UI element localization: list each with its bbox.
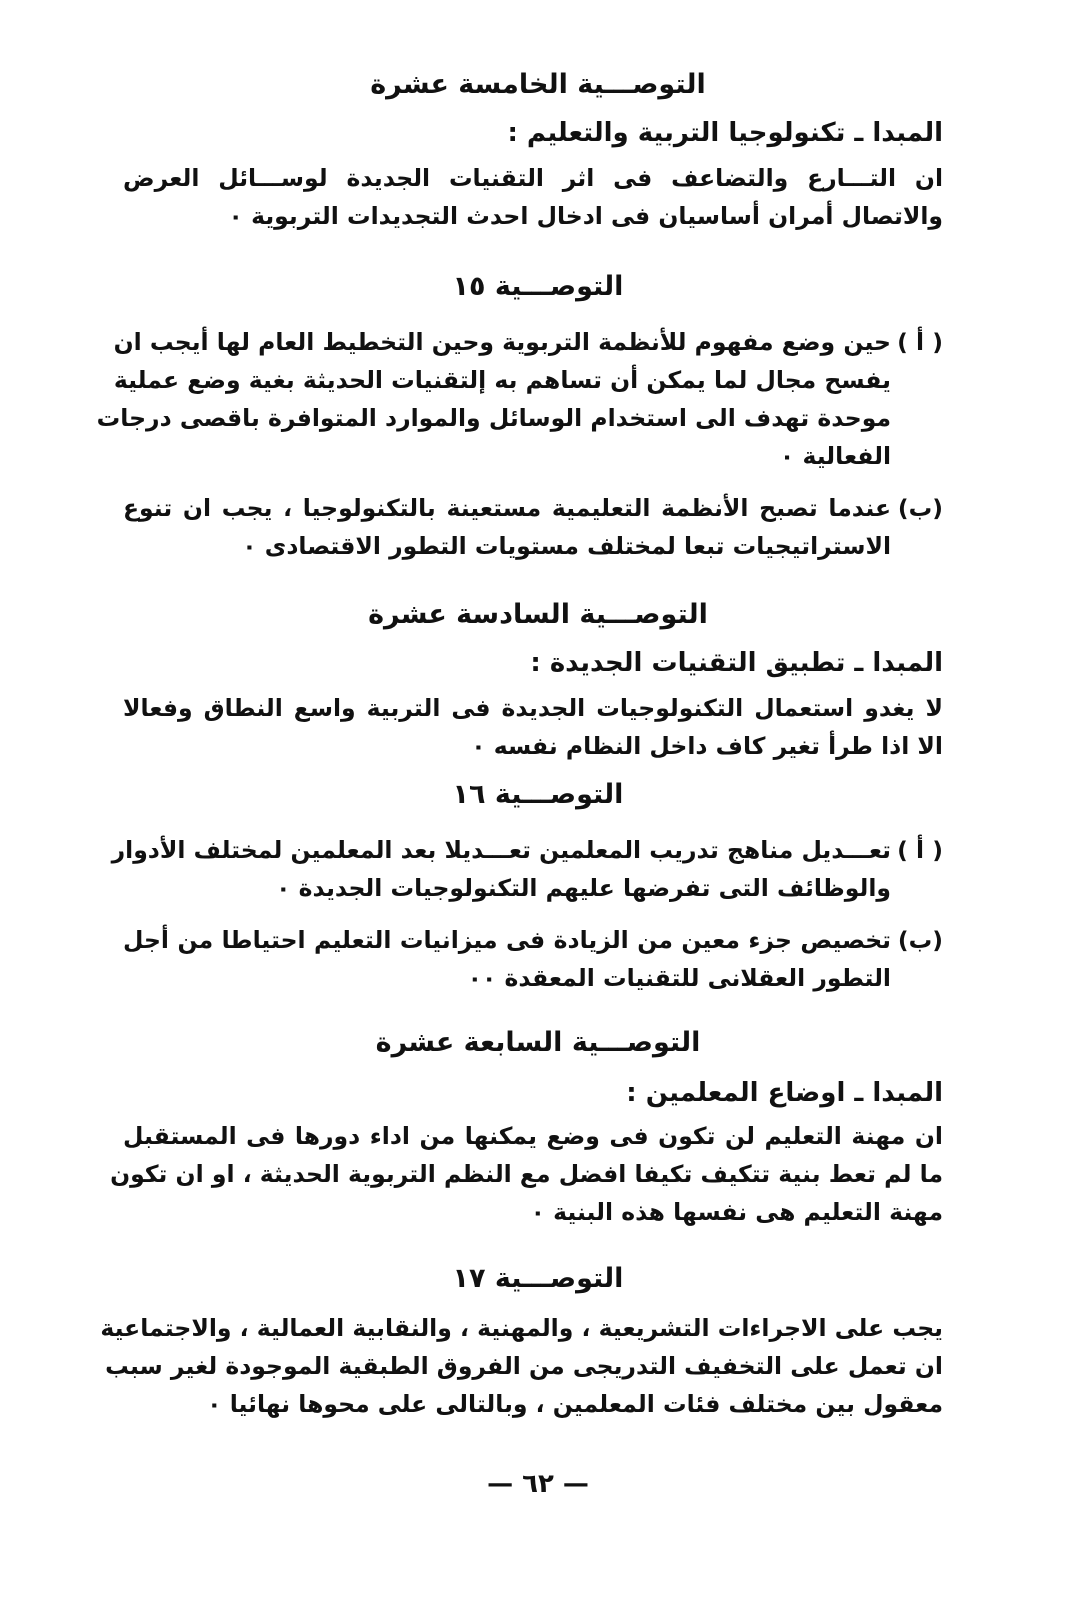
paragraph-line: يجب على الاجراءات التشريعية ، والمهنية ، والنقابية العمالية ، والاجتماعية: [100, 1314, 943, 1342]
paragraph-line: الا اذا طرأ تغير كاف داخل النظام نفسه ٠: [471, 732, 943, 760]
section-title-sixteenth: التوصـــية السادسة عشرة: [368, 599, 708, 630]
item-line: الاستراتيجيات تبعا لمختلف مستويات التطور الاقتصادى ٠: [242, 532, 891, 560]
paragraph-line: ان التـــارع والتضاعف فى اثر التقنيات الجديدة لوســـائل العرض: [123, 164, 943, 192]
section-title-seventeenth: التوصـــية السابعة عشرة: [375, 1027, 701, 1058]
item-marker-a: ( أ ): [897, 328, 943, 356]
paragraph-line: مهنة التعليم هى نفسها هذه البنية ٠: [530, 1198, 943, 1226]
item-line: يفسح مجال لما يمكن أن تساهم به إلتقنيات الحديثة بغية وضع عملية: [113, 366, 891, 394]
item-marker-a: ( أ ): [897, 836, 943, 864]
item-line: تعـــديل مناهج تدريب المعلمين تعـــديلا بعد المعلمين لمختلف الأدوار: [111, 836, 891, 864]
paragraph-line: معقول بين مختلف فئات المعلمين ، وبالتالى على محوها نهائيا ٠: [207, 1390, 943, 1418]
item-line: موحدة تهدف الى استخدام الوسائل والموارد المتوافرة باقصى درجات: [96, 404, 891, 432]
section-title-recommendation-16: التوصـــية ١٦: [452, 779, 624, 810]
paragraph-line: لا يغدو استعمال التكنولوجيات الجديدة فى التربية واسع النطاق وفعالا: [123, 694, 943, 722]
paragraph-line: والاتصال أمران أساسيان فى ادخال احدث التجديدات التربوية ٠: [228, 202, 943, 230]
item-line: تخصيص جزء معين من الزيادة فى ميزانيات التعليم احتياطا من أجل: [123, 926, 891, 954]
item-marker-b: (ب): [897, 926, 943, 954]
item-line: عندما تصبح الأنظمة التعليمية مستعينة بالتكنولوجيا ، يجب ان تنوع: [123, 494, 891, 522]
section-title-recommendation-17: التوصـــية ١٧: [452, 1263, 624, 1294]
principle-applying-new-technologies: المبدا ـ تطبيق التقنيات الجديدة :: [530, 648, 943, 678]
paragraph-line: ان تعمل على التخفيف التدريجى من الفروق الطبقية الموجودة لغير سبب: [105, 1352, 943, 1380]
section-title-recommendation-15: التوصـــية ١٥: [452, 271, 624, 302]
principle-teachers-status: المبدا ـ اوضاع المعلمين :: [626, 1078, 943, 1108]
item-line: التطور العقلانى للتقنيات المعقدة ٠٠: [467, 964, 891, 992]
paragraph-line: ان مهنة التعليم لن تكون فى وضع يمكنها من اداء دورها فى المستقبل: [123, 1122, 943, 1150]
item-line: الفعالية ٠: [779, 442, 891, 470]
principle-educational-technology: المبدا ـ تكنولوجيا التربية والتعليم :: [507, 118, 943, 148]
paragraph-line: ما لم تعط بنية تتكيف تكيفا افضل مع النظم التربوية الحديثة ، او ان تكون: [110, 1160, 943, 1188]
item-line: حين وضع مفهوم للأنظمة التربوية وحين التخطيط العام لها أيجب ان: [113, 328, 891, 356]
item-line: والوظائف التى تفرضها عليهم التكنولوجيات الجديدة ٠: [276, 874, 891, 902]
section-title-fifteenth: التوصـــية الخامسة عشرة: [370, 69, 706, 100]
page-number: — ٦٢ —: [487, 1469, 589, 1499]
item-marker-b: (ب): [897, 494, 943, 522]
